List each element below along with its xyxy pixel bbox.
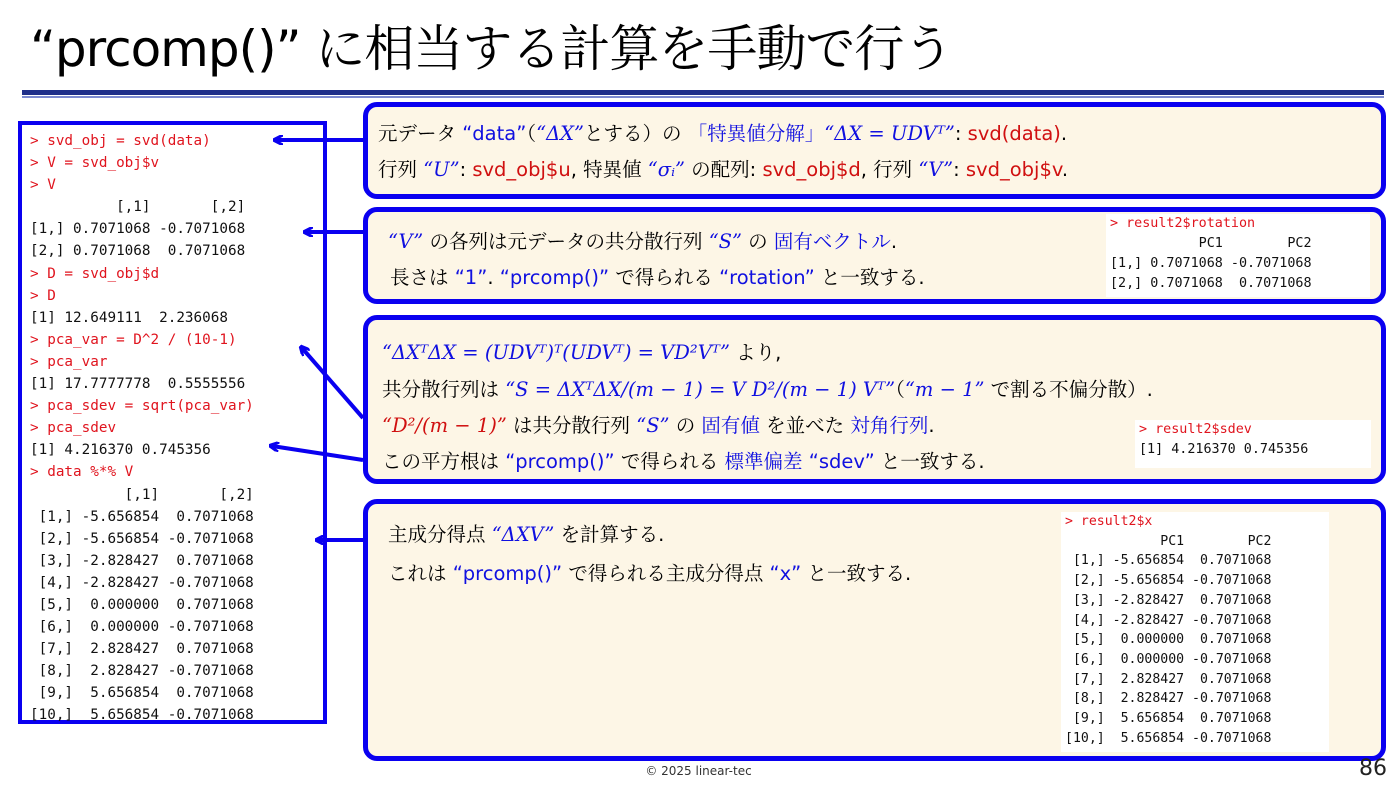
console-line: [1] 4.216370 0.745356 [30, 442, 211, 459]
slide-title: “prcomp()” に相当する計算を手動で行う [30, 20, 953, 78]
console-line: > V = svd_obj$v [30, 155, 160, 172]
text-segment: この平方根は [382, 450, 506, 473]
output-line: [10,] 5.656854 -0.7071068 [1065, 730, 1272, 746]
text-segment: で得られる [614, 450, 725, 473]
console-line: > svd_obj = svd(data) [30, 133, 211, 149]
text-segment: “ΔXᵀΔX = (UDVᵀ)ᵀ(UDVᵀ) = VD²Vᵀ” [382, 341, 730, 364]
output-line: PC1 PC2 [1065, 533, 1272, 549]
console-line: [1] 12.649111 2.236068 [30, 309, 228, 326]
text-segment: svd_obj$d [762, 158, 861, 181]
text-segment: “data” [462, 122, 527, 145]
text-segment: （ [895, 378, 905, 401]
text-segment: と一致する. [874, 450, 985, 473]
output-line: > result2$sdev [1139, 422, 1252, 437]
text-segment: （ [526, 122, 537, 145]
text-segment: 「特異値分解」 [687, 122, 825, 145]
output-line: > result2$x [1065, 514, 1153, 529]
console-line: [2,] 0.7071068 0.7071068 [30, 243, 246, 260]
text-segment: . [890, 230, 898, 253]
console-line: [10,] 5.656854 -0.7071068 [30, 707, 254, 724]
text-segment: “ΔX” [536, 122, 585, 145]
output-line: [8,] 2.828427 -0.7071068 [1065, 691, 1272, 707]
text-segment: “S” [636, 414, 670, 437]
text-segment: “1” [454, 266, 488, 289]
console-line: > D [30, 287, 56, 304]
output-line: PC1 PC2 [1110, 236, 1312, 251]
text-segment: の [741, 230, 774, 253]
text-segment: “V” [388, 230, 424, 253]
output-line: [1,] 0.7071068 -0.7071068 [1110, 256, 1312, 271]
text-segment: : [459, 158, 473, 181]
text-segment: , 特異値 [570, 158, 648, 181]
text-segment: svd(data) [967, 122, 1061, 145]
console-line: [7,] 2.828427 0.7071068 [30, 641, 254, 658]
console-line: > pca_sdev = sqrt(pca_var) [30, 398, 254, 415]
console-line: > pca_var = D^2 / (10-1) [30, 331, 237, 348]
text-segment: “S = ΔXᵀΔX/(m − 1) = V D²/(m − 1) Vᵀ” [505, 378, 896, 401]
console-line: > data %*% V [30, 464, 134, 481]
text-segment: “x” [769, 562, 802, 585]
text-segment: “prcomp()” [505, 450, 615, 473]
output-line: [7,] 2.828427 0.7071068 [1065, 671, 1272, 687]
text-segment: “σᵢ” [647, 158, 685, 181]
text-segment: svd_obj$u [472, 158, 571, 181]
text-segment: : [954, 122, 968, 145]
console-line: [1,] -5.656854 0.7071068 [30, 508, 254, 525]
arrow-sdev [272, 446, 363, 460]
text-segment: “sdev” [808, 450, 875, 473]
text-segment: 長さは [390, 266, 455, 289]
text-segment: “prcomp()” [499, 266, 610, 289]
console-line: [9,] 5.656854 0.7071068 [30, 685, 254, 702]
console-line: > pca_var [30, 353, 108, 370]
text-segment: で得られる主成分得点 [562, 562, 770, 585]
text-segment: “S” [708, 230, 742, 253]
text-segment: の配列: [684, 158, 763, 181]
copyright-footer: © 2025 linear-tec [645, 764, 752, 778]
text-segment: . [1061, 158, 1069, 181]
text-segment: “U” [423, 158, 460, 181]
text-segment: を計算する. [554, 523, 665, 546]
console-line: [,1] [,2] [30, 486, 254, 503]
text-segment: 主成分得点 [388, 523, 492, 546]
console-line: [8,] 2.828427 -0.7071068 [30, 663, 254, 680]
console-line: [3,] -2.828427 0.7071068 [30, 552, 254, 569]
console-line: [,1] [,2] [30, 199, 246, 216]
output-line: [2,] 0.7071068 0.7071068 [1110, 276, 1312, 291]
text-segment: 固有値 [701, 414, 760, 437]
output-line: [3,] -2.828427 0.7071068 [1065, 592, 1272, 608]
console-line: [6,] 0.000000 -0.7071068 [30, 619, 254, 636]
output-line: [1] 4.216370 0.745356 [1139, 442, 1309, 457]
text-segment: とする）の [584, 122, 688, 145]
arrow-var [302, 348, 363, 418]
output-line: [4,] -2.828427 -0.7071068 [1065, 612, 1272, 628]
text-segment: “rotation” [719, 266, 815, 289]
text-segment: “D²/(m − 1)” [382, 414, 507, 437]
text-segment: . [487, 266, 500, 289]
text-segment: “ΔXV” [491, 523, 555, 546]
text-segment: は共分散行列 [506, 414, 637, 437]
console-line: [2,] -5.656854 -0.7071068 [30, 530, 254, 547]
text-segment: “ΔX = UDVᵀ” [824, 122, 955, 145]
text-segment: “V” [918, 158, 954, 181]
text-segment: と一致する. [801, 562, 912, 585]
text-segment: 対角行列 [850, 414, 929, 437]
text-segment: これは [388, 562, 453, 585]
output-line: [2,] -5.656854 -0.7071068 [1065, 573, 1272, 589]
text-segment: , 行列 [860, 158, 919, 181]
console-line: [1] 17.7777778 0.5555556 [30, 376, 246, 393]
text-segment: . [928, 414, 935, 437]
page-number: 86 [1359, 756, 1387, 781]
console-line: [4,] -2.828427 -0.7071068 [30, 574, 254, 591]
console-line: > V [30, 177, 56, 194]
output-line: [5,] 0.000000 0.7071068 [1065, 632, 1272, 648]
text-segment: 共分散行列は [382, 378, 506, 401]
text-segment: を並べた [759, 414, 851, 437]
text-segment: 行列 [378, 158, 424, 181]
text-segment: : [953, 158, 966, 181]
text-segment: で割る不偏分散）. [984, 378, 1153, 401]
console-line: [1,] 0.7071068 -0.7071068 [30, 221, 246, 238]
output-line: [6,] 0.000000 -0.7071068 [1065, 651, 1272, 667]
text-segment: . [1060, 122, 1068, 145]
console-line: > D = svd_obj$d [30, 265, 160, 282]
console-line: [5,] 0.000000 0.7071068 [30, 596, 254, 613]
text-segment: で得られる [609, 266, 720, 289]
text-segment: “m − 1” [904, 378, 985, 401]
text-segment: svd_obj$v [965, 158, 1062, 181]
text-segment: 元データ [378, 122, 463, 145]
text-segment: の [669, 414, 702, 437]
text-segment: より, [729, 341, 782, 364]
output-line: > result2$rotation [1110, 216, 1256, 231]
output-line: [9,] 5.656854 0.7071068 [1065, 711, 1272, 727]
output-line: [1,] -5.656854 0.7071068 [1065, 553, 1272, 569]
text-segment: 標準偏差 [724, 450, 803, 473]
text-segment: の各列は元データの共分散行列 [423, 230, 709, 253]
text-segment: と一致する. [814, 266, 925, 289]
console-line: > pca_sdev [30, 420, 117, 437]
text-segment: 固有ベクトル [773, 230, 891, 253]
text-segment: “prcomp()” [452, 562, 563, 585]
